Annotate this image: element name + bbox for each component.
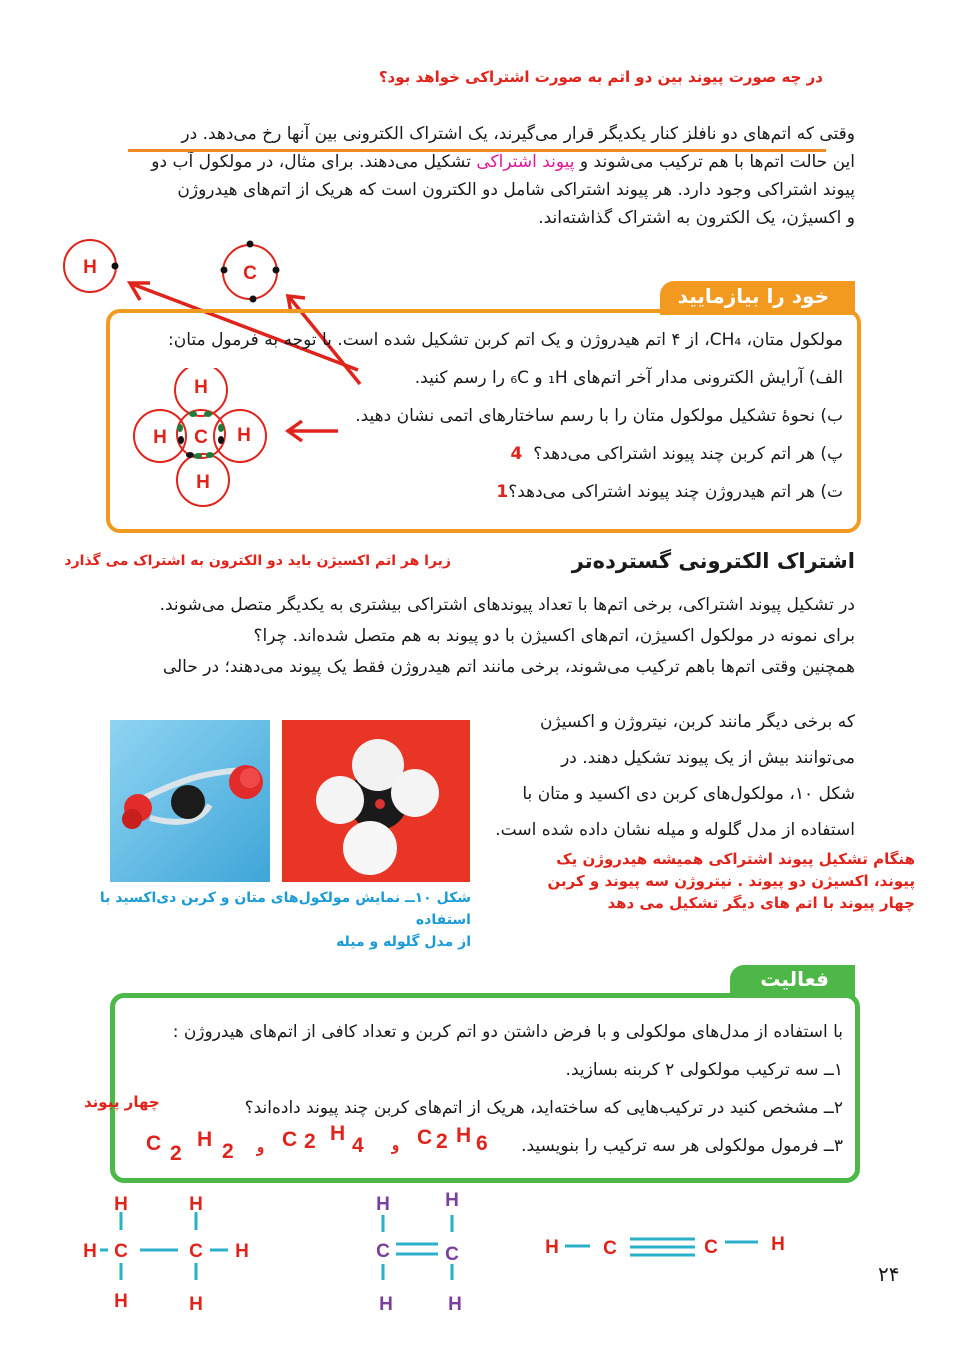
svg-text:H: H [196, 472, 210, 493]
activity-tab: فعالیت [730, 965, 855, 997]
activity-line-4: ۳ــ فرمول مولکولی هر سه ترکیب را بنویسید. [521, 1136, 843, 1156]
svg-text:H: H [114, 1194, 128, 1215]
section-line-2: برای نمونه در مولکول اکسیژن، اتم‌های اکسیژن با دو پیوند به هم متصل شده‌اند. چرا؟ [253, 626, 855, 646]
svg-text:H: H [456, 1124, 472, 1147]
svg-text:C: C [146, 1132, 162, 1155]
svg-text:H: H [448, 1294, 462, 1315]
exercise-line-1: مولکول متان، CH₄، از ۴ اتم هیدروژن و یک اتم کربن تشکیل شده است. با توجه به فرمول متان: [168, 330, 843, 350]
svg-text:2: 2 [436, 1130, 448, 1153]
svg-text:H: H [189, 1294, 203, 1315]
handnote-line-2: پیوند، اکسیژن دو پیوند . نیتروژن سه پیوند و کربن [547, 872, 915, 890]
svg-text:H: H [445, 1190, 459, 1211]
section-line-3: همچنین وقتی اتم‌ها باهم ترکیب می‌شوند، برخی مانند اتم هیدروژن فقط یک پیوند می‌دهند؛ در حالی [162, 657, 855, 677]
exercise-line-3: ب) نحوهٔ تشکیل مولکول متان را با رسم ساختارهای اتمی نشان دهید. [355, 406, 843, 426]
svg-text:H: H [83, 1241, 97, 1262]
svg-text:C: C [189, 1241, 203, 1262]
svg-text:C: C [417, 1126, 433, 1149]
section-line-4: که برخی دیگر مانند کربن، نیتروژن و اکسیژن [539, 712, 855, 732]
svg-text:4: 4 [352, 1134, 364, 1157]
svg-text:H: H [153, 427, 167, 448]
svg-text:H: H [194, 377, 208, 398]
section-line-5: می‌توانند بیش از یک پیوند تشکیل دهند. در [561, 748, 855, 768]
page-number: ۲۴ [878, 1262, 900, 1286]
intro-line-1: وقتی که اتم‌های دو نافلز کنار یکدیگر قرار می‌گیرند، یک اشتراک الکترونی بین آنها رخ می‌دهد. در [181, 124, 855, 144]
intro-line-2: این حالت اتم‌ها با هم ترکیب می‌شوند و پیوند اشتراکی تشکیل می‌دهند. برای مثال، در مولکول آب دو [151, 152, 855, 172]
svg-text:H: H [379, 1294, 393, 1315]
svg-text:2: 2 [304, 1130, 316, 1153]
question-title: در چه صورت پیوند بین دو اتم به صورت اشتراکی خواهد بود؟ [378, 68, 823, 86]
handnote-line-1: هنگام تشکیل پیوند اشتراکی همیشه هیدروژن یک [556, 850, 915, 868]
svg-text:H: H [197, 1128, 213, 1151]
caption-line-1: شکل ۱۰ــ نمایش مولکول‌های متان و کربن دی‌اکسید با استفاده [99, 890, 471, 928]
svg-text:H: H [189, 1194, 203, 1215]
structural-formulas [70, 1180, 810, 1330]
caption-line-2: از مدل گلوله و میله [336, 934, 471, 950]
svg-text:H: H [83, 257, 97, 278]
figure-caption [91, 887, 471, 953]
svg-text:H: H [114, 1291, 128, 1312]
svg-text:H: H [330, 1122, 346, 1145]
exercise-line-4: پ) هر اتم کربن چند پیوند اشتراکی می‌دهد؟ 4 [510, 444, 843, 464]
ethene-structure [376, 1190, 462, 1315]
section-paragraph [110, 591, 855, 681]
svg-text:2: 2 [222, 1140, 234, 1163]
svg-text:2: 2 [170, 1142, 182, 1165]
hydrogen-atom-drawing [64, 240, 119, 292]
svg-text:6: 6 [476, 1132, 488, 1155]
carbon-atom-drawing [221, 241, 280, 303]
activity-line-3: ۲ــ مشخص کنید در ترکیب‌هایی که ساخته‌اید، هریک از اتم‌های کربن چند پیوند داده‌اند؟ [244, 1098, 843, 1118]
svg-text:H: H [237, 425, 251, 446]
section-line-1: در تشکیل پیوند اشتراکی، برخی اتم‌ها با تعداد پیوندهای اشتراکی بیشتری به یکدیگر متصل می‌شوند. [159, 595, 855, 615]
intro-line-4: و اکسیژن، یک الکترون به اشتراک گذاشته‌اند. [538, 208, 855, 228]
exercise-line-5: ت) هر اتم هیدروژن چند پیوند اشتراکی می‌دهد؟1 [496, 482, 843, 502]
svg-text:C: C [194, 427, 208, 448]
svg-text:C: C [704, 1237, 718, 1258]
ethyne-structure [545, 1234, 785, 1259]
ethane-structure [83, 1194, 249, 1315]
exercise-tab: خود را بیازمایید [660, 281, 855, 315]
svg-text:H: H [235, 1241, 249, 1262]
exercise-line-2: الف) آرایش الکترونی مدار آخر اتم‌های ₁H و ₆C را رسم کنید. [414, 368, 843, 388]
activity-line-2: ۱ــ سه ترکیب مولکولی ۲ کربنه بسازید. [565, 1060, 843, 1080]
svg-text:و: و [392, 1137, 400, 1154]
handwritten-note [495, 848, 915, 914]
methane-structure-drawing [130, 368, 280, 508]
formulas [140, 1118, 500, 1166]
section-line-7: استفاده از مدل گلوله و میله نشان داده شده است. [495, 820, 855, 840]
svg-text:C: C [603, 1238, 617, 1259]
svg-text:و: و [257, 1139, 265, 1156]
activity-answer: چهار پیوند [84, 1093, 160, 1111]
svg-text:C: C [282, 1128, 298, 1151]
svg-text:H: H [376, 1194, 390, 1215]
handnote-line-3: چهار پیوند با اتم های دیگر تشکیل می دهد [607, 894, 915, 912]
molecule-figure [110, 720, 470, 882]
section-note: زیرا هر اتم اکسیژن باید دو الکترون به اشتراک می گذارد [64, 553, 451, 569]
svg-text:C: C [376, 1241, 390, 1262]
section-paragraph-side [490, 704, 855, 848]
activity-line-1: با استفاده از مدل‌های مولکولی و با فرض داشتن دو اتم کربن و تعداد کافی از اتم‌های هیدروژن : [172, 1022, 843, 1042]
section-heading: اشتراک الکترونی گسترده‌تر [571, 549, 855, 573]
svg-text:H: H [545, 1237, 559, 1258]
svg-text:C: C [243, 263, 257, 284]
svg-text:H: H [771, 1234, 785, 1255]
intro-line-3: پیوند اشتراکی وجود دارد. هر پیوند اشتراکی شامل دو الکترون است که هریک از اتم‌های هیدروژن [177, 180, 855, 200]
section-line-6: شکل ۱۰، مولکول‌های کربن دی اکسید و متان با [522, 784, 855, 804]
svg-text:C: C [445, 1244, 459, 1265]
svg-text:C: C [114, 1241, 128, 1262]
